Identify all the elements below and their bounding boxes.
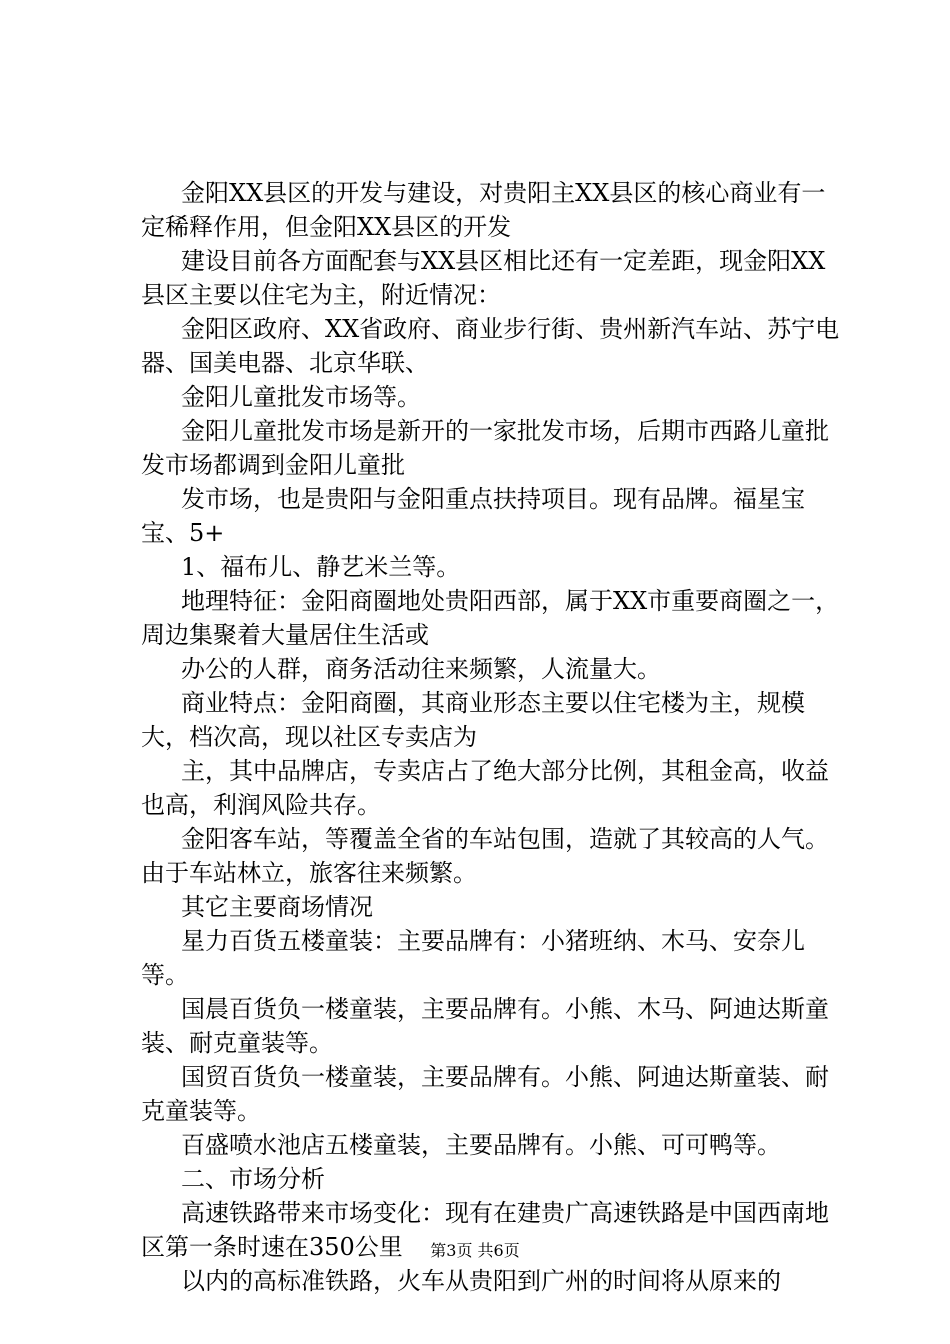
paragraph: 金阳儿童批发市场等。 [181,383,421,411]
paragraph: 高速铁路带来市场变化：现有在建贵广高速铁路是中国西南地区第一条时速在350公里 [141,1199,829,1261]
section-heading: 二、市场分析 [181,1165,325,1193]
paragraph: 金阳区政府、XX省政府、商业步行街、贵州新汽车站、苏宁电器、国美电器、北京华联、 [141,315,840,377]
paragraph: 金阳客车站，等覆盖全省的车站包围，造就了其较高的人气。由于车站林立，旅客往来频繁。 [141,825,829,887]
document-body [141,176,841,1298]
paragraph: 建设目前各方面配套与XX县区相比还有一定差距，现金阳XX县区主要以住宅为主，附近情况： [141,247,826,309]
paragraph: 星力百货五楼童装：主要品牌有：小猪班纳、木马、安奈儿等。 [141,927,805,989]
paragraph: 商业特点：金阳商圈，其商业形态主要以住宅楼为主，规模大，档次高，现以社区专卖店为 [141,689,805,751]
paragraph: 1、福布儿、静艺米兰等。 [181,553,461,581]
paragraph: 金阳儿童批发市场是新开的一家批发市场，后期市西路儿童批发市场都调到金阳儿童批 [141,417,829,479]
paragraph: 国贸百货负一楼童装，主要品牌有。小熊、阿迪达斯童装、耐克童装等。 [141,1063,829,1125]
paragraph: 发市场，也是贵阳与金阳重点扶持项目。现有品牌。福星宝宝、5+ [141,485,805,547]
section-heading: 其它主要商场情况 [181,893,373,921]
paragraph: 百盛喷水池店五楼童装，主要品牌有。小熊、可可鸭等。 [181,1131,781,1159]
paragraph: 办公的人群，商务活动往来频繁，人流量大。 [181,655,661,683]
paragraph: 以内的高标准铁路，火车从贵阳到广州的时间将从原来的 [181,1267,781,1295]
paragraph: 地理特征：金阳商圈地处贵阳西部，属于XX市重要商圈之一，周边集聚着大量居住生活或 [141,587,840,649]
paragraph: 国晨百货负一楼童装，主要品牌有。小熊、木马、阿迪达斯童装、耐克童装等。 [141,995,829,1057]
paragraph: 主，其中品牌店，专卖店占了绝大部分比例，其租金高，收益也高，利润风险共存。 [141,757,829,819]
page-number-footer: 第3页 共6页 [430,1241,520,1260]
paragraph: 金阳XX县区的开发与建设，对贵阳主XX县区的核心商业有一定稀释作用，但金阳XX县区的开发 [141,179,826,241]
